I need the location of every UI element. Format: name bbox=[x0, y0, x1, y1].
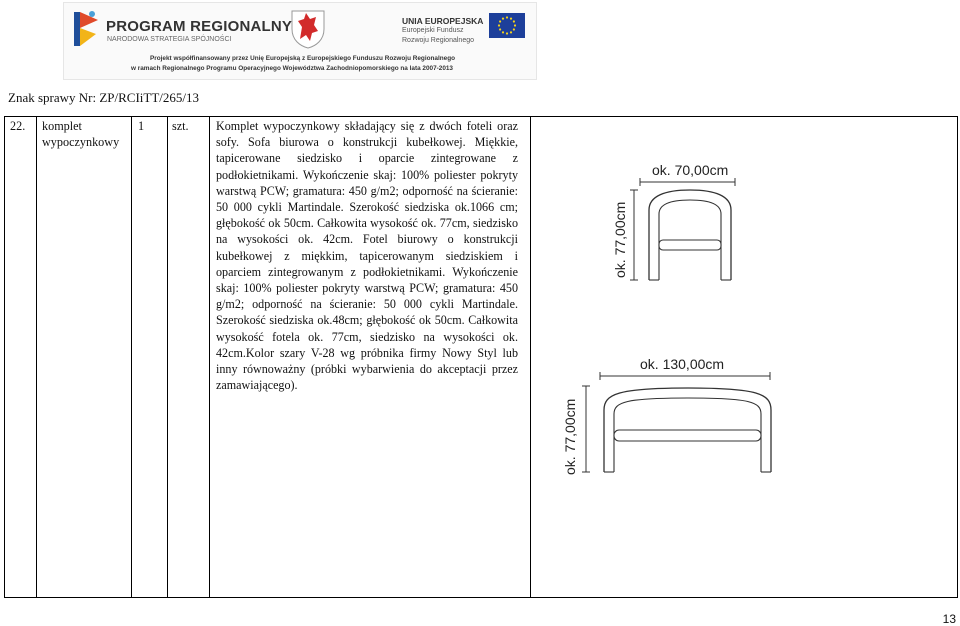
page-number: 13 bbox=[942, 612, 956, 626]
sofa-height-label: ok. 77,00cm bbox=[562, 398, 578, 475]
project-cofinancing-line1: Projekt współfinansowany przez Unię Europejską z Europejskiego Funduszu Rozwoju Regionalnego bbox=[150, 55, 456, 62]
item-unit: szt. bbox=[172, 119, 189, 133]
table-border-bottom bbox=[4, 597, 958, 598]
column-divider bbox=[36, 116, 37, 597]
header-banner bbox=[63, 2, 537, 80]
row-number: 22. bbox=[10, 119, 26, 133]
armchair-height-label: ok. 77,00cm bbox=[612, 201, 628, 278]
ue-name: UNIA EUROPEJSKA bbox=[402, 16, 484, 26]
project-cofinancing-line2: w ramach Regionalnego Programu Operacyjnego Województwa Zachodniopomorskiego na lata 2007-2013 bbox=[131, 65, 453, 72]
program-regionalny-logo-icon bbox=[72, 8, 100, 50]
item-description: Komplet wypoczynkowy składający się z dwóch foteli oraz sofy. Sofa biurowa o konstrukcji kubełkowej. Miękkie, tapicerowane siedzisko i oparcie zintegrowane z podłokietnikami. Wykończenie skaj: 100% poliester pokryty warstwą PCW; gramatura: 450 g/m2; odporność na ścieranie: 50 000 cykli Martindale. Szerokość siedziska ok.1066 cm; głębokość ok 50cm. Całkowita wysokość ok. 77cm, siedzisko na wysokości ok. 42cm. Fotel biurowy o konstrukcji kubełkowej z miękkim, tapicerowanym siedziskiem i oparciem zintegrowanym z podłokietnikami. Wykończenie skaj: 100% poliester pokryty warstwą PCW; gramatura: 450 g/m2; odporność na ścieranie: 50 000 cykli Martindale. Szerokość siedziska ok.48cm; głębokość ok 50cm. Całkowita wysokość fotela ok. 77cm, siedzisko na wysokości ok. 42cm.Kolor szary V-28 wg próbnika firmy Nowy Styl lub inny równoważny (próbki wybarwienia do akceptacji przez zamawiającego). bbox=[216, 119, 518, 393]
case-number: Znak sprawy Nr: ZP/RCIiTT/265/13 bbox=[8, 90, 200, 105]
sofa-width-label: ok. 130,00cm bbox=[640, 356, 725, 372]
ue-fund-line1: Europejski Fundusz bbox=[402, 27, 464, 34]
column-divider bbox=[167, 116, 168, 597]
item-name: komplet wypoczynkowy bbox=[42, 119, 120, 149]
item-quantity: 1 bbox=[138, 119, 145, 133]
column-divider bbox=[131, 116, 132, 597]
armchair-outline bbox=[645, 188, 735, 283]
table-border-left bbox=[4, 116, 5, 597]
sofa-outline bbox=[600, 384, 775, 476]
column-divider bbox=[209, 116, 210, 597]
column-divider bbox=[530, 116, 531, 597]
ue-fund-line2: Rozwoju Regionalnego bbox=[402, 37, 474, 44]
eu-flag-icon bbox=[489, 13, 525, 38]
table-border-right bbox=[957, 116, 958, 597]
table-border-top bbox=[4, 116, 958, 117]
griffin-coat-of-arms-icon bbox=[290, 9, 326, 49]
program-title: PROGRAM REGIONALNY bbox=[106, 18, 293, 35]
program-subtitle: NARODOWA STRATEGIA SPÓJNOŚCI bbox=[107, 36, 232, 43]
armchair-width-label: ok. 70,00cm bbox=[652, 162, 729, 178]
